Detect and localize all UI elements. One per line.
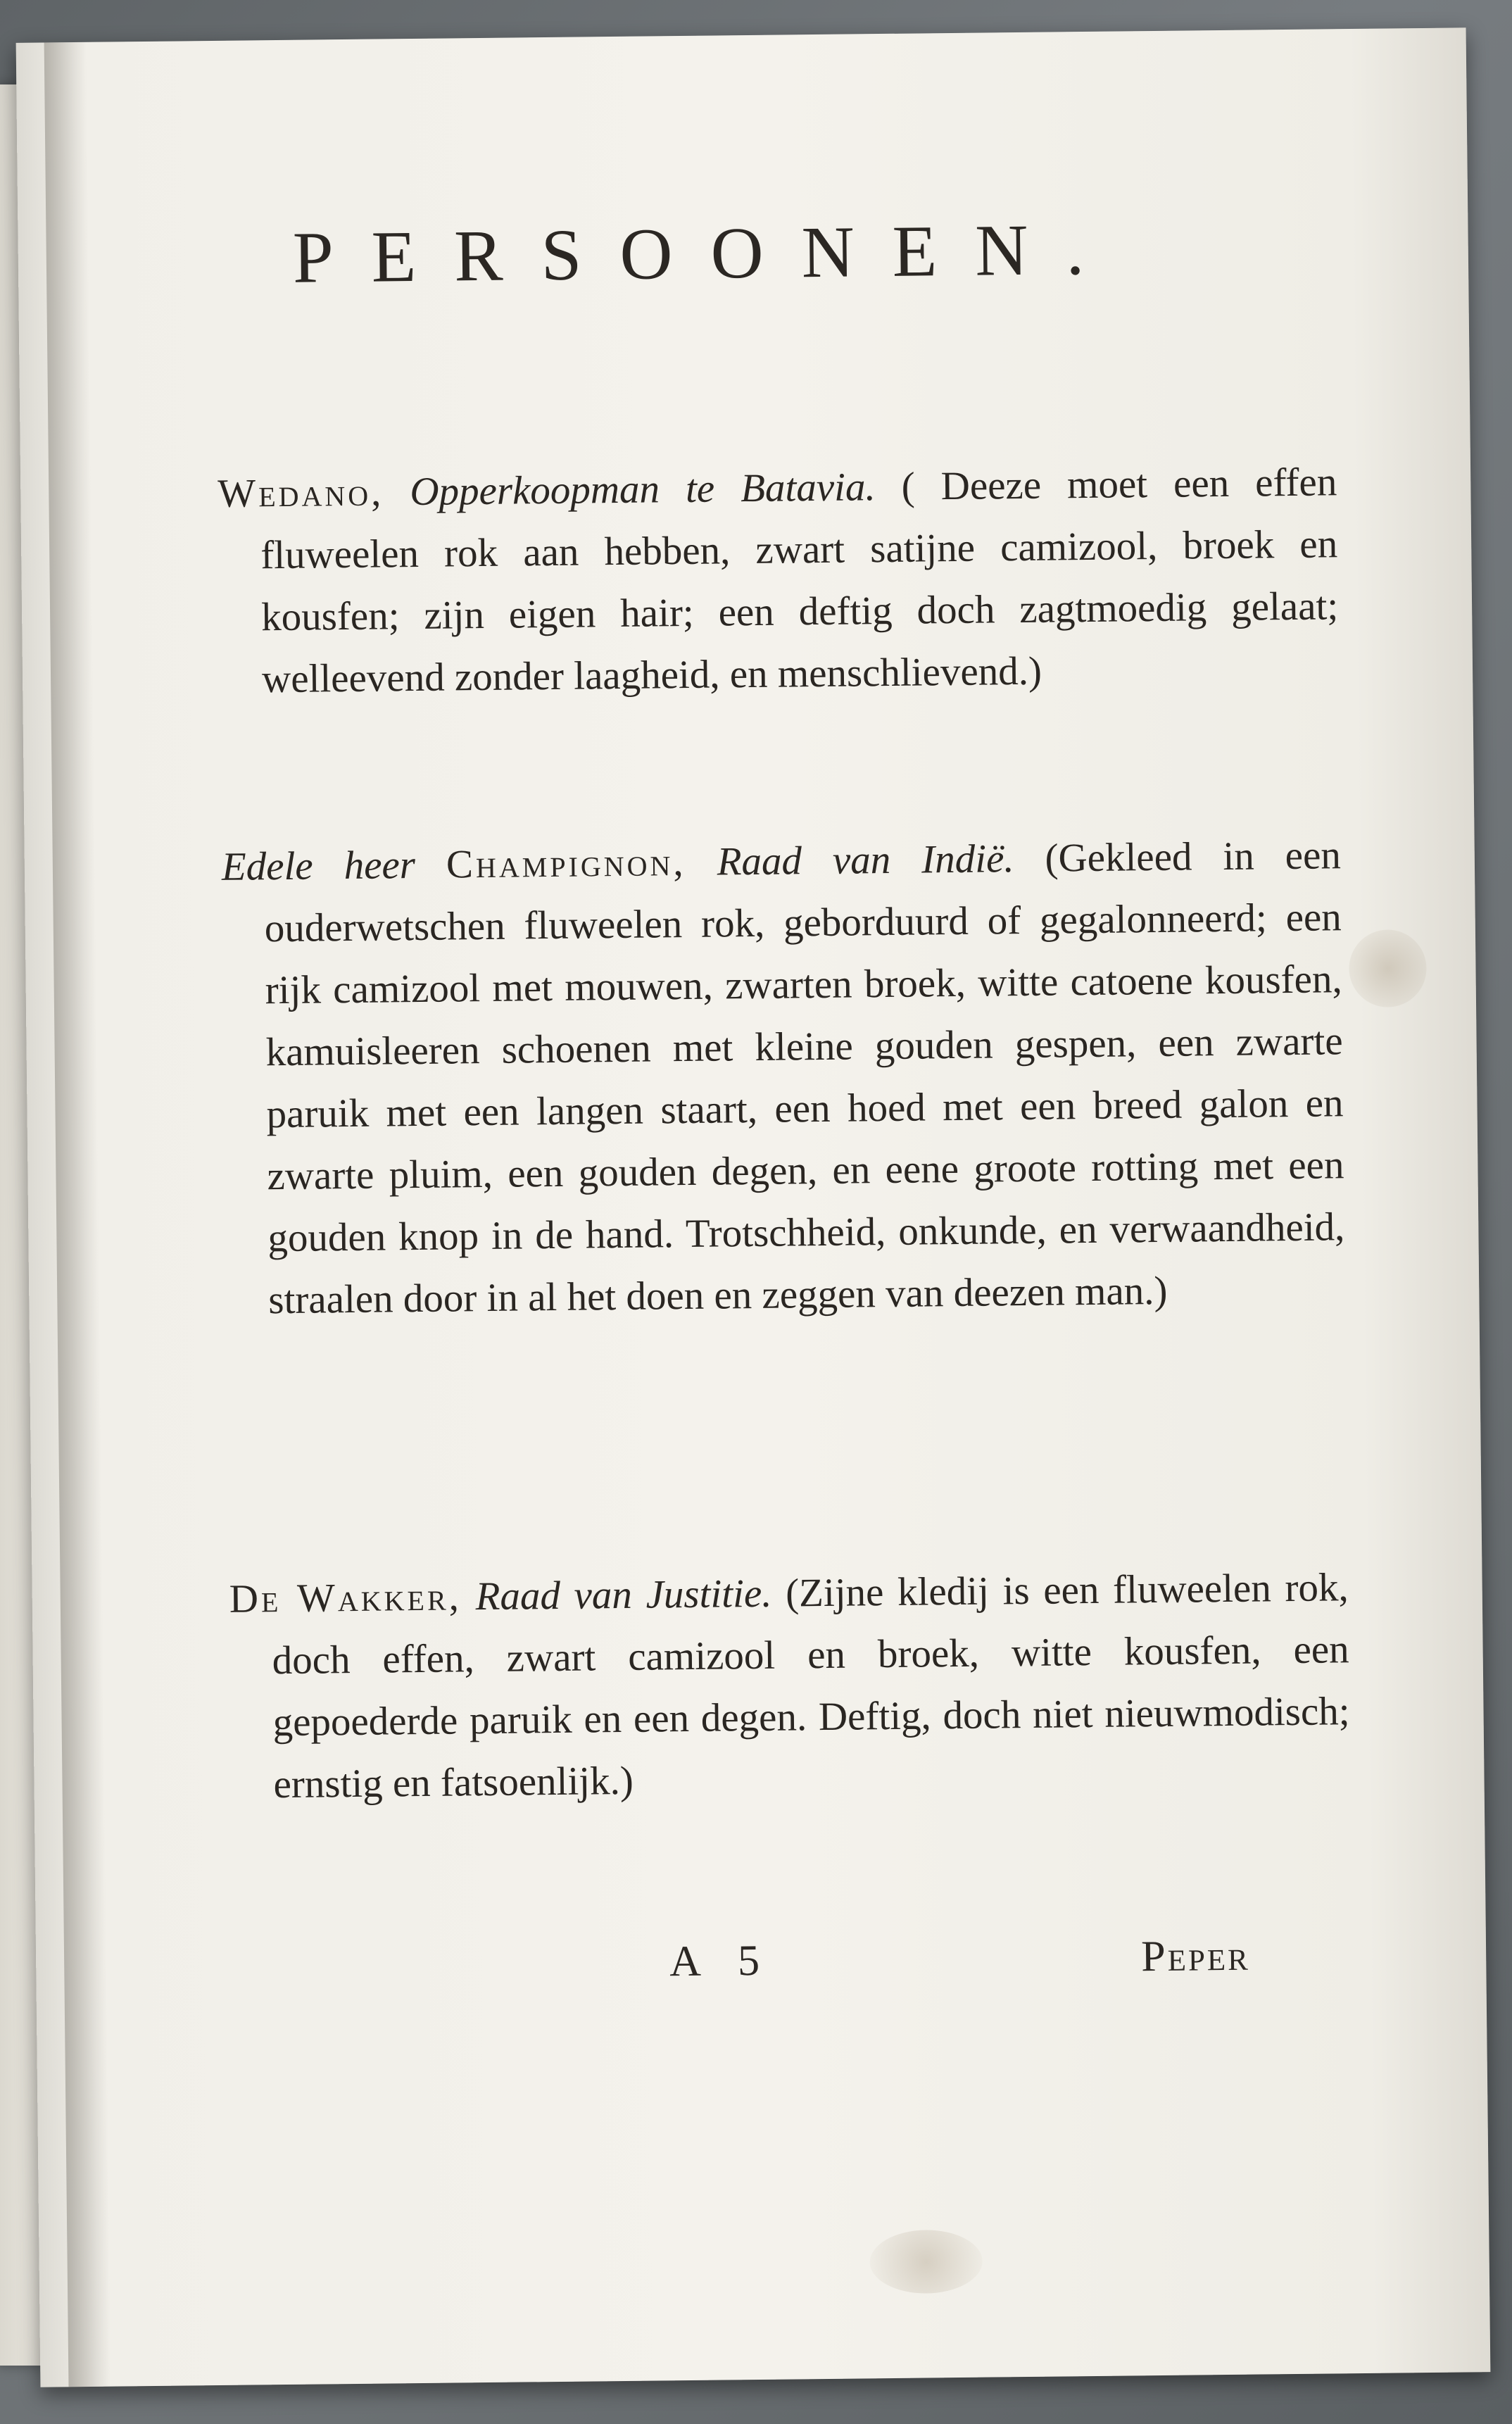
- character-description: (Gekleed in een ouderwetschen fluweelen rok, geborduurd of gegalonneerd; een rijk camizool met mouwen, zwarten broek, witte catoene kousfen, kamuisleeren schoenen met kleine gouden gespen, een zwarte paruik met een langen staart, een hoed met een breed galon en zwarte pluim, een gouden degen, en eene groote rotting met een gouden knop in de hand. Trotschheid, onkunde, en verwaandheid, straalen door in al het doen en zeggen van deezen man.): [264, 833, 1345, 1323]
- page-gutter-shadow: [44, 42, 111, 2387]
- character-role: Raad van Justitie.: [475, 1571, 772, 1619]
- character-description: (Zijne kledij is een fluweelen rok, doch effen, zwart camizool en broek, witte kousfen, een gepoederde paruik en een degen. Deftig, doch niet nieuwmodisch; ernstig en fatsoenlijk.): [272, 1565, 1350, 1807]
- entry-champignon: [221, 824, 1345, 1332]
- catchword: Peper: [1140, 1931, 1251, 1981]
- entry-paragraph: [218, 451, 1340, 711]
- character-role: Raad van Indië.: [717, 836, 1014, 884]
- signature-mark: A 5: [669, 1936, 774, 1986]
- character-name: De Wakker,: [229, 1574, 462, 1621]
- character-name: Champignon,: [446, 839, 686, 887]
- paper-stain: [869, 2230, 983, 2294]
- character-description: ( Deeze moet een effen fluweelen rok aan hebben, zwart satijne camizool, broek en kousfen; zijn eigen hair; een deftig doch zagtmoedig gelaat; welleevend zonder laagheid, en menschlievend.): [260, 460, 1339, 702]
- character-prefix: Edele heer: [221, 843, 416, 889]
- page-title: PERSOONEN.: [292, 208, 1123, 299]
- paper-stain: [1349, 929, 1427, 1007]
- character-name: Wedano,: [218, 470, 384, 516]
- entry-de-wakker: [229, 1557, 1351, 1816]
- character-role: Opperkoopman te Batavia.: [410, 465, 876, 515]
- entry-paragraph: [221, 824, 1345, 1332]
- entry-wedano: [218, 451, 1340, 711]
- entry-paragraph: [229, 1557, 1351, 1816]
- book-page: [16, 27, 1491, 2387]
